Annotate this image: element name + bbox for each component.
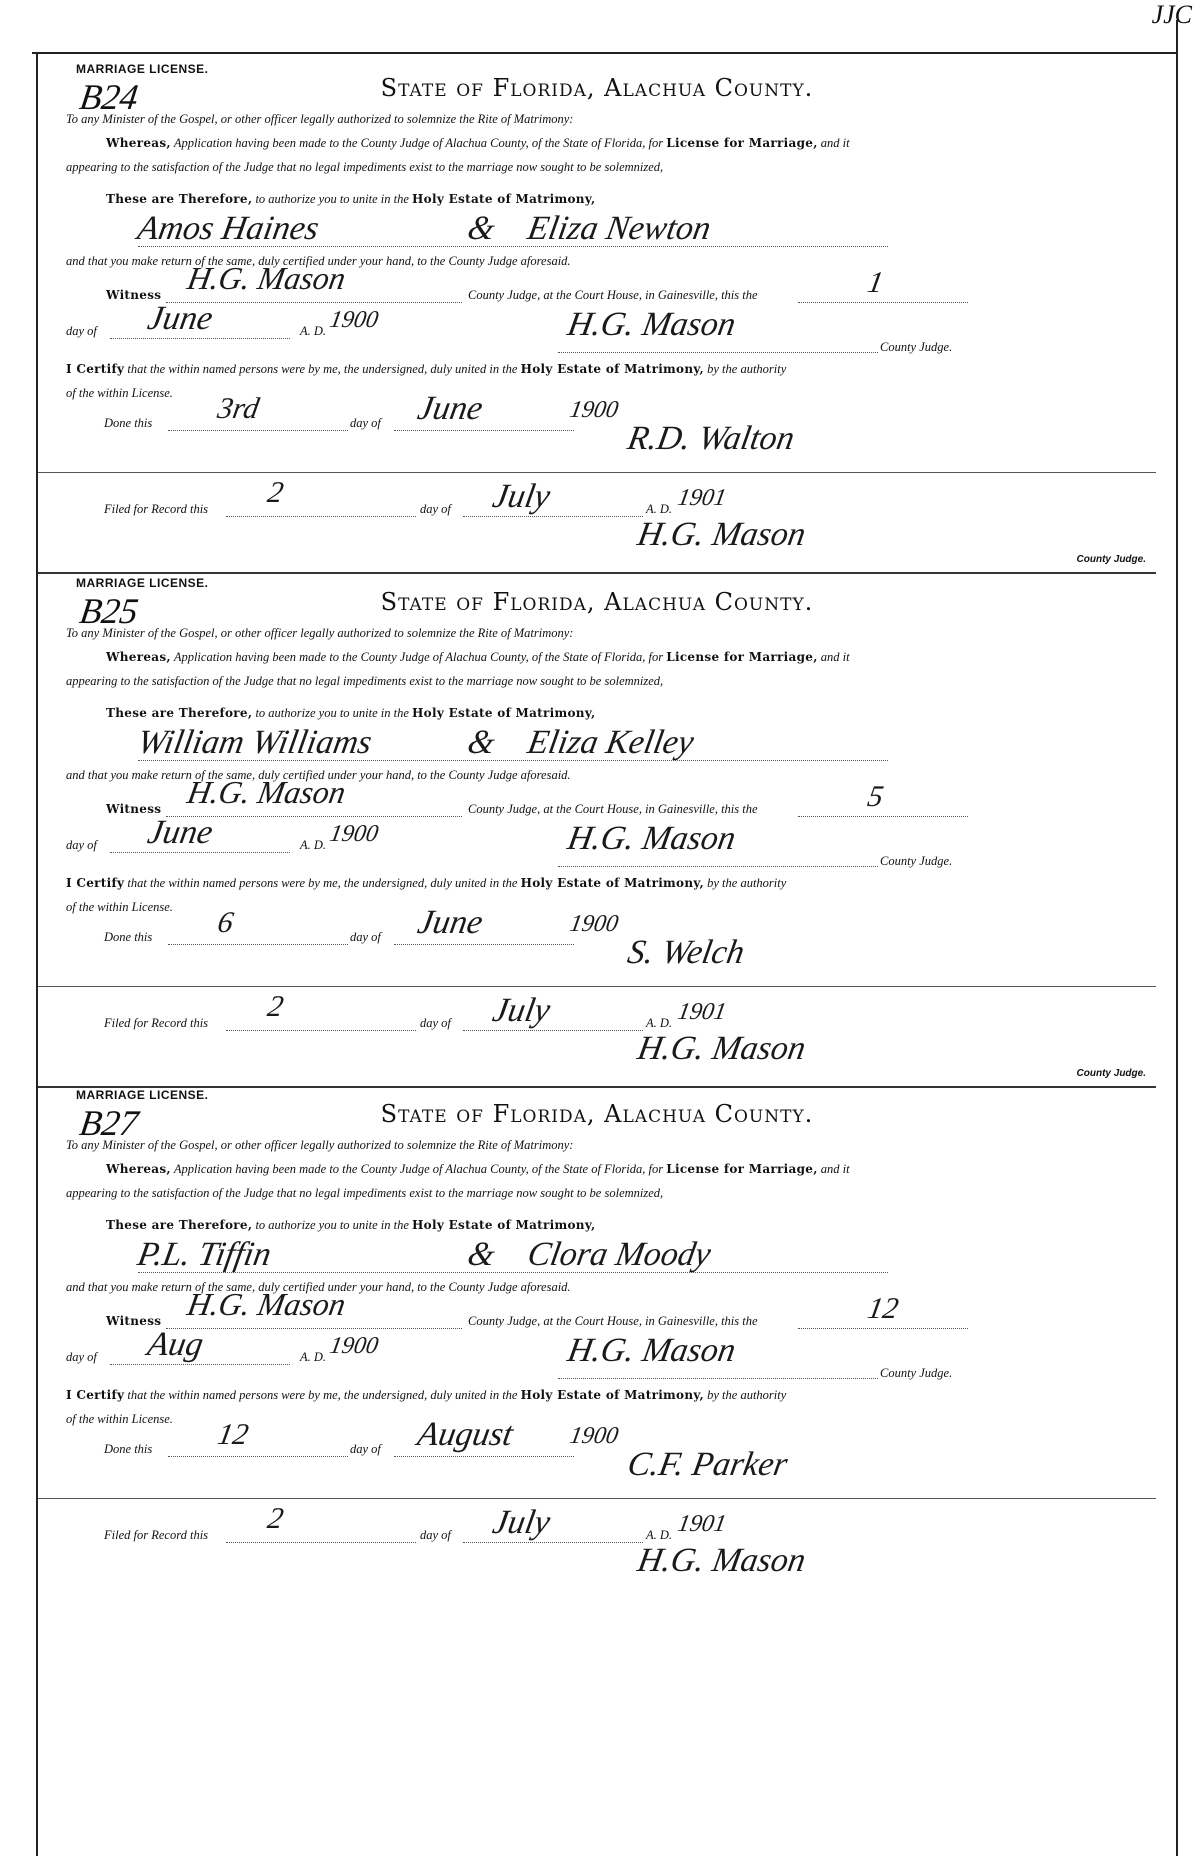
- filed-month: July: [489, 992, 553, 1029]
- groom-name: P.L. Tiffin: [134, 1236, 274, 1273]
- license-month: Aug: [144, 1326, 207, 1363]
- filed-month-fill-line: [463, 1542, 643, 1543]
- filed-day-of-label: day of: [420, 1016, 451, 1030]
- license-month: June: [144, 300, 216, 337]
- ad-label: A. D.: [300, 324, 327, 338]
- filed-signature: H.G. Mason: [634, 1030, 809, 1067]
- parties-fill-line: [138, 760, 888, 761]
- within-license-text: of the within License.: [66, 1412, 173, 1426]
- month-fill-line: [110, 1364, 290, 1365]
- county-judge-label: County Judge.: [880, 1366, 953, 1380]
- county-judge-label: County Judge.: [880, 340, 953, 354]
- judge-fill-line: [558, 1378, 878, 1379]
- whereas-lead: Whereas,: [106, 136, 171, 150]
- record-title: State of Florida, Alachua County.: [380, 588, 814, 616]
- license-month: June: [144, 814, 216, 851]
- holy-estate: Holy Estate of Matrimony,: [412, 1218, 596, 1232]
- filed-month-fill-line: [463, 516, 643, 517]
- done-day: 6: [215, 906, 236, 939]
- and-it: and it: [820, 1162, 850, 1176]
- done-month-fill-line: [394, 430, 574, 431]
- filed-day: 2: [265, 476, 286, 509]
- make-return-text: and that you make return of the same, duly certified under your hand, to the County Judge aforesaid.: [66, 254, 571, 268]
- appearing-text: appearing to the satisfaction of the Judge that no legal impediments exist to the marriage now sought to be solemnized,: [66, 674, 664, 688]
- day-fill-line: [798, 816, 968, 817]
- license-year: 1900: [327, 821, 381, 847]
- these-are-text: to authorize you to unite in the: [255, 706, 409, 720]
- page-mark: JJC: [1151, 0, 1192, 29]
- filed-day: 2: [265, 990, 286, 1023]
- parties-fill-line: [138, 1272, 888, 1273]
- filed-day: 2: [265, 1502, 286, 1535]
- witness-signature: H.G. Mason: [184, 774, 349, 810]
- filed-for-record-label: Filed for Record this: [104, 502, 209, 516]
- done-month: June: [414, 904, 486, 941]
- these-are-text: to authorize you to unite in the: [255, 192, 409, 206]
- ad-label: A. D.: [300, 838, 327, 852]
- judge-signature: H.G. Mason: [564, 1332, 739, 1369]
- license-for-marriage: License for Marriage,: [666, 1162, 818, 1176]
- filed-year: 1901: [675, 999, 729, 1025]
- judge-fill-line: [558, 866, 878, 867]
- license-record: [38, 1088, 1156, 1688]
- holy-estate: Holy Estate of Matrimony,: [412, 706, 596, 720]
- whereas-lead: Whereas,: [106, 1162, 171, 1176]
- make-return-text: and that you make return of the same, duly certified under your hand, to the County Judge aforesaid.: [66, 768, 571, 782]
- within-license-text: of the within License.: [66, 386, 173, 400]
- filed-ad-label: A. D.: [646, 502, 673, 516]
- license-number: B24: [77, 77, 141, 117]
- record-title: State of Florida, Alachua County.: [380, 74, 814, 102]
- filed-year: 1901: [675, 485, 729, 511]
- to-minister-text: To any Minister of the Gospel, or other officer legally authorized to solemnize the Rite of Matrimony:: [66, 626, 574, 640]
- month-fill-line: [110, 852, 290, 853]
- these-are-lead: These are Therefore,: [106, 1218, 253, 1232]
- done-day: 12: [215, 1418, 251, 1451]
- license-day: 12: [865, 1292, 901, 1325]
- done-this-label: Done this: [104, 416, 153, 430]
- and-mark: &: [464, 1236, 498, 1273]
- filed-signature: H.G. Mason: [634, 1542, 809, 1579]
- these-are-lead: These are Therefore,: [106, 706, 253, 720]
- license-record: [38, 62, 1156, 574]
- witness-label: Witness: [106, 802, 162, 816]
- filed-year: 1901: [675, 1511, 729, 1537]
- officiant-signature: S. Welch: [624, 934, 748, 971]
- these-are-line: [106, 706, 595, 721]
- certify-line: [66, 876, 786, 891]
- license-label: MARRIAGE LICENSE.: [76, 1088, 209, 1102]
- whereas-text: Application having been made to the County Judge of Alachua County, of the State of Florida, for: [173, 650, 664, 664]
- by-authority: by the authority: [707, 876, 787, 890]
- frame-top-rule: [32, 52, 1178, 54]
- license-for-marriage: License for Marriage,: [666, 136, 818, 150]
- certify-line: [66, 1388, 786, 1403]
- done-this-label: Done this: [104, 930, 153, 944]
- filed-day-fill-line: [226, 1542, 416, 1543]
- witness-signature: H.G. Mason: [184, 1286, 349, 1322]
- officiant-signature: R.D. Walton: [624, 420, 798, 457]
- license-for-marriage: License for Marriage,: [666, 650, 818, 664]
- filed-ad-label: A. D.: [646, 1016, 673, 1030]
- judge-fill-line: [558, 352, 878, 353]
- holy-estate-2: Holy Estate of Matrimony,: [520, 876, 704, 890]
- and-it: and it: [820, 136, 850, 150]
- these-are-line: [106, 1218, 595, 1233]
- done-day-fill-line: [168, 1456, 348, 1457]
- whereas-line: [106, 136, 850, 151]
- witness-label: Witness: [106, 288, 162, 302]
- day-fill-line: [798, 1328, 968, 1329]
- and-it: and it: [820, 650, 850, 664]
- whereas-lead: Whereas,: [106, 650, 171, 664]
- license-year: 1900: [327, 307, 381, 333]
- witness-text: County Judge, at the Court House, in Gainesville, this the: [468, 802, 758, 816]
- i-certify-text: that the within named persons were by me, the undersigned, duly united in the: [127, 876, 518, 890]
- holy-estate-2: Holy Estate of Matrimony,: [520, 1388, 704, 1402]
- these-are-text: to authorize you to unite in the: [255, 1218, 409, 1232]
- record-title: State of Florida, Alachua County.: [380, 1100, 814, 1128]
- groom-name: William Williams: [134, 724, 375, 761]
- filed-signature: H.G. Mason: [634, 516, 809, 553]
- certify-line: [66, 362, 786, 377]
- i-certify-text: that the within named persons were by me, the undersigned, duly united in the: [127, 362, 518, 376]
- filed-month-fill-line: [463, 1030, 643, 1031]
- license-number: B27: [77, 1103, 141, 1143]
- i-certify-lead: I Certify: [66, 876, 125, 890]
- whereas-text: Application having been made to the County Judge of Alachua County, of the State of Florida, for: [173, 136, 664, 150]
- done-year: 1900: [567, 397, 621, 423]
- and-mark: &: [464, 210, 498, 247]
- i-certify-lead: I Certify: [66, 1388, 125, 1402]
- done-day-of-label: day of: [350, 416, 381, 430]
- frame-right-rule: [1176, 20, 1178, 1856]
- filed-day-fill-line: [226, 516, 416, 517]
- holy-estate-2: Holy Estate of Matrimony,: [520, 362, 704, 376]
- day-fill-line: [798, 302, 968, 303]
- witness-signature: H.G. Mason: [184, 260, 349, 296]
- i-certify-lead: I Certify: [66, 362, 125, 376]
- license-number: B25: [77, 591, 141, 631]
- county-judge-label: County Judge.: [880, 854, 953, 868]
- witness-label: Witness: [106, 1314, 162, 1328]
- done-day-of-label: day of: [350, 1442, 381, 1456]
- groom-name: Amos Haines: [134, 210, 322, 247]
- done-day-fill-line: [168, 944, 348, 945]
- whereas-line: [106, 650, 850, 665]
- appearing-text: appearing to the satisfaction of the Judge that no legal impediments exist to the marriage now sought to be solemnized,: [66, 160, 664, 174]
- to-minister-text: To any Minister of the Gospel, or other officer legally authorized to solemnize the Rite of Matrimony:: [66, 112, 574, 126]
- done-this-label: Done this: [104, 1442, 153, 1456]
- day-of-label: day of: [66, 324, 97, 338]
- license-record: [38, 576, 1156, 1088]
- done-day: 3rd: [215, 392, 262, 425]
- filed-day-fill-line: [226, 1030, 416, 1031]
- done-year: 1900: [567, 911, 621, 937]
- whereas-text: Application having been made to the County Judge of Alachua County, of the State of Florida, for: [173, 1162, 664, 1176]
- by-authority: by the authority: [707, 362, 787, 376]
- day-of-label: day of: [66, 1350, 97, 1364]
- filed-ad-label: A. D.: [646, 1528, 673, 1542]
- day-of-label: day of: [66, 838, 97, 852]
- county-judge-small: County Judge.: [1076, 1068, 1146, 1079]
- holy-estate: Holy Estate of Matrimony,: [412, 192, 596, 206]
- parties-fill-line: [138, 246, 888, 247]
- filed-day-of-label: day of: [420, 502, 451, 516]
- license-label: MARRIAGE LICENSE.: [76, 576, 209, 590]
- filed-for-record-label: Filed for Record this: [104, 1528, 209, 1542]
- license-day: 5: [865, 780, 886, 813]
- month-fill-line: [110, 338, 290, 339]
- filing-divider: [38, 986, 1156, 987]
- make-return-text: and that you make return of the same, duly certified under your hand, to the County Judge aforesaid.: [66, 1280, 571, 1294]
- ad-label: A. D.: [300, 1350, 327, 1364]
- filed-for-record-label: Filed for Record this: [104, 1016, 209, 1030]
- these-are-lead: These are Therefore,: [106, 192, 253, 206]
- these-are-line: [106, 192, 595, 207]
- license-year: 1900: [327, 1333, 381, 1359]
- license-day: 1: [865, 266, 886, 299]
- appearing-text: appearing to the satisfaction of the Judge that no legal impediments exist to the marriage now sought to be solemnized,: [66, 1186, 664, 1200]
- within-license-text: of the within License.: [66, 900, 173, 914]
- by-authority: by the authority: [707, 1388, 787, 1402]
- filed-day-of-label: day of: [420, 1528, 451, 1542]
- whereas-line: [106, 1162, 850, 1177]
- done-day-of-label: day of: [350, 930, 381, 944]
- witness-text: County Judge, at the Court House, in Gainesville, this the: [468, 288, 758, 302]
- filed-month: July: [489, 1504, 553, 1541]
- witness-text: County Judge, at the Court House, in Gainesville, this the: [468, 1314, 758, 1328]
- done-day-fill-line: [168, 430, 348, 431]
- bride-name: Clora Moody: [524, 1236, 714, 1273]
- to-minister-text: To any Minister of the Gospel, or other officer legally authorized to solemnize the Rite of Matrimony:: [66, 1138, 574, 1152]
- judge-signature: H.G. Mason: [564, 306, 739, 343]
- filing-divider: [38, 1498, 1156, 1499]
- done-year: 1900: [567, 1423, 621, 1449]
- and-mark: &: [464, 724, 498, 761]
- bride-name: Eliza Newton: [524, 210, 714, 247]
- filing-divider: [38, 472, 1156, 473]
- bride-name: Eliza Kelley: [524, 724, 697, 761]
- done-month: August: [414, 1416, 516, 1453]
- filed-month: July: [489, 478, 553, 515]
- done-month: June: [414, 390, 486, 427]
- i-certify-text: that the within named persons were by me, the undersigned, duly united in the: [127, 1388, 518, 1402]
- done-month-fill-line: [394, 944, 574, 945]
- license-label: MARRIAGE LICENSE.: [76, 62, 209, 76]
- county-judge-small: County Judge.: [1076, 554, 1146, 565]
- witness-fill-line: [166, 1328, 462, 1329]
- done-month-fill-line: [394, 1456, 574, 1457]
- officiant-signature: C.F. Parker: [624, 1446, 791, 1483]
- judge-signature: H.G. Mason: [564, 820, 739, 857]
